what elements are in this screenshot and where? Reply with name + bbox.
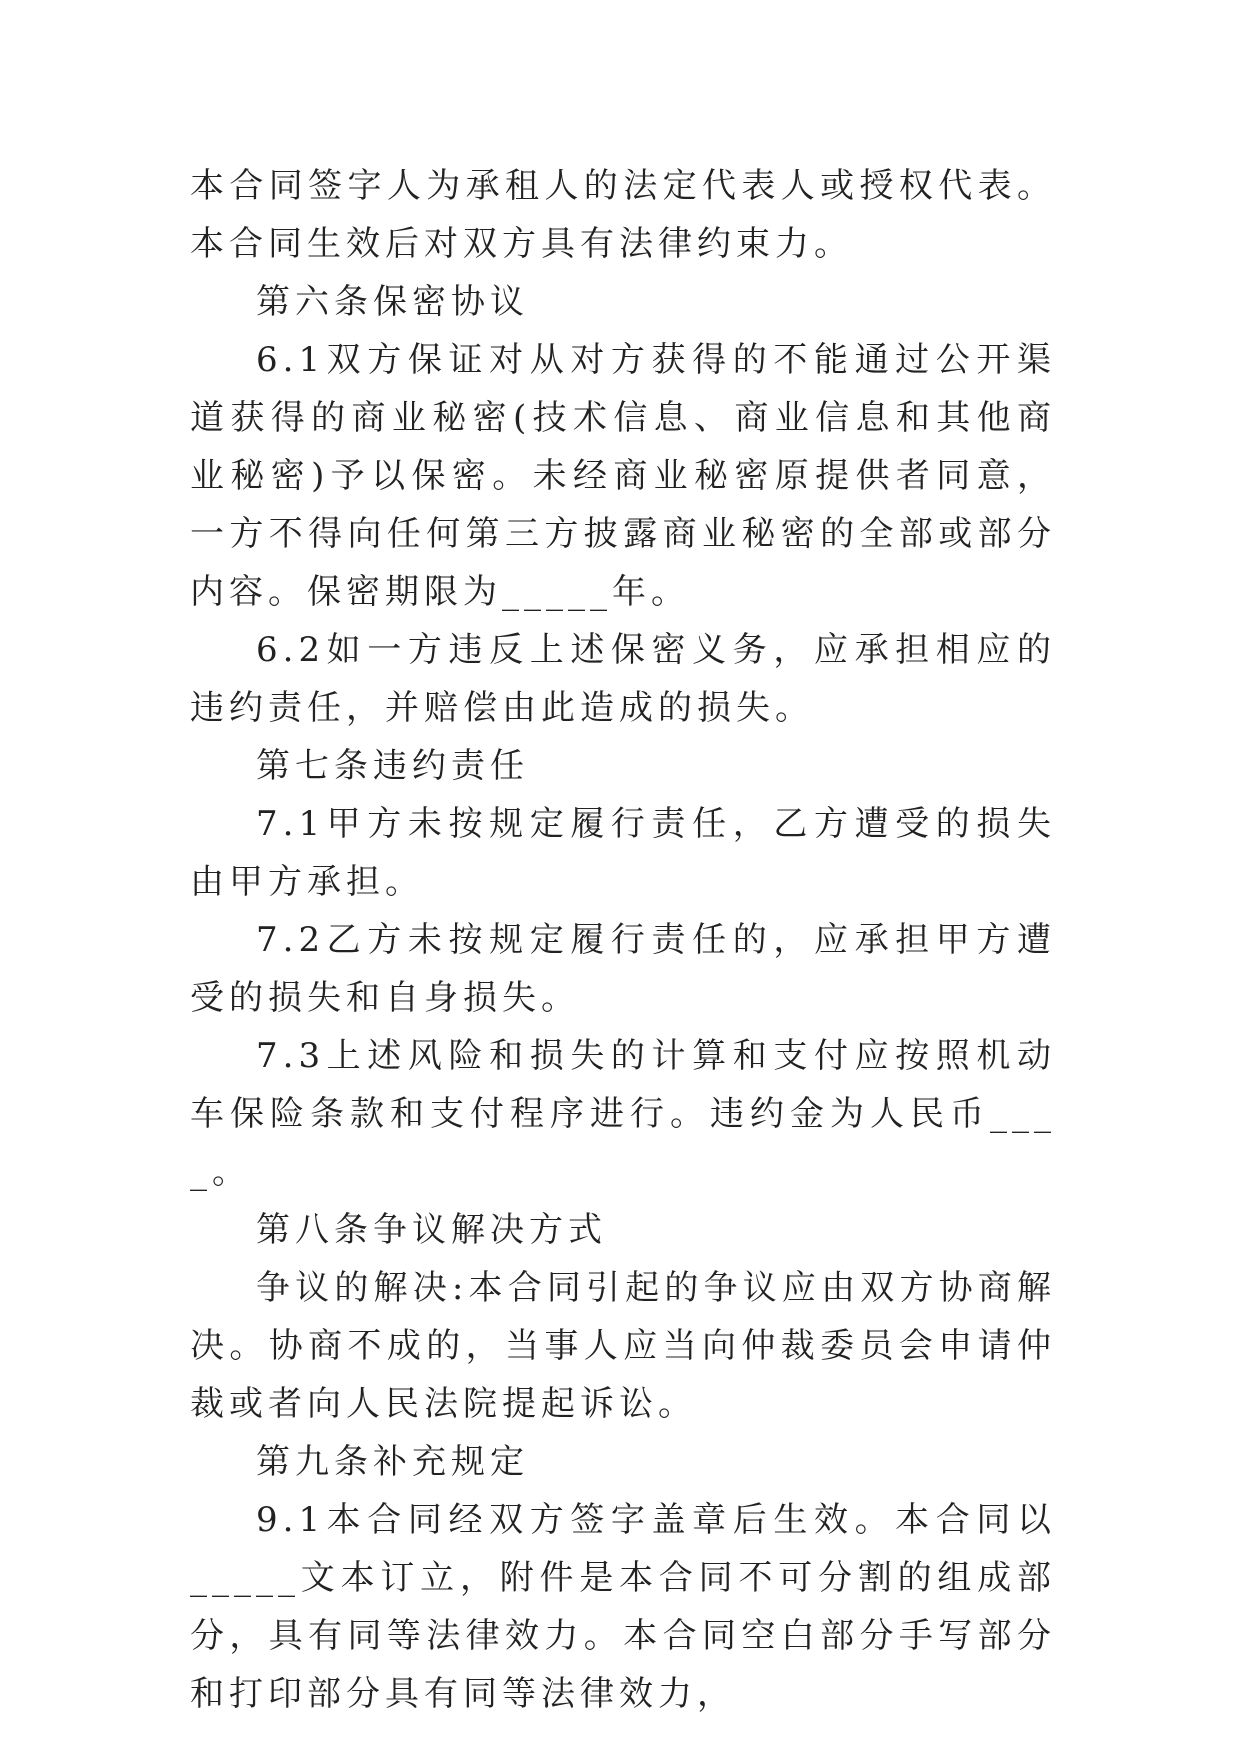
paragraph-8-dispute: 争议的解决:本合同引起的争议应由双方协商解决。协商不成的，当事人应当向仲裁委员会申请仲裁或者向人民法院提起诉讼。 xyxy=(190,1268,1056,1424)
paragraph-signatory-clause: 本合同签字人为承租人的法定代表人或授权代表。本合同生效后对双方具有法律约束力。 xyxy=(190,166,1056,264)
heading-article-8: 第八条争议解决方式 xyxy=(256,1210,607,1250)
paragraph-7-3: 7.3上述风险和损失的计算和支付应按照机动车保险条款和支付程序进行。违约金为人民币___ _。 xyxy=(190,1036,1056,1192)
paragraph-9-1: 9.1本合同经双方签字盖章后生效。本合同以_____文本订立，附件是本合同不可分割的组成部分，具有同等法律效力。本合同空白部分手写部分和打印部分具有同等法律效力， xyxy=(190,1500,1056,1714)
paragraph-6-1: 6.1双方保证对从对方获得的不能通过公开渠道获得的商业秘密(技术信息、商业信息和其他商业秘密)予以保密。未经商业秘密原提供者同意，一方不得向任何第三方披露商业秘密的全部或部分内容。保密期限为_____年。 xyxy=(190,340,1056,612)
paragraph-7-2: 7.2乙方未按规定履行责任的，应承担甲方遭受的损失和自身损失。 xyxy=(190,920,1056,1018)
heading-article-7: 第七条违约责任 xyxy=(256,746,529,786)
heading-article-6: 第六条保密协议 xyxy=(256,282,529,322)
document-body xyxy=(190,157,1056,1723)
heading-article-9: 第九条补充规定 xyxy=(256,1442,529,1482)
paragraph-6-2: 6.2如一方违反上述保密义务，应承担相应的违约责任，并赔偿由此造成的损失。 xyxy=(190,630,1056,728)
paragraph-7-1: 7.1甲方未按规定履行责任，乙方遭受的损失由甲方承担。 xyxy=(190,804,1056,902)
